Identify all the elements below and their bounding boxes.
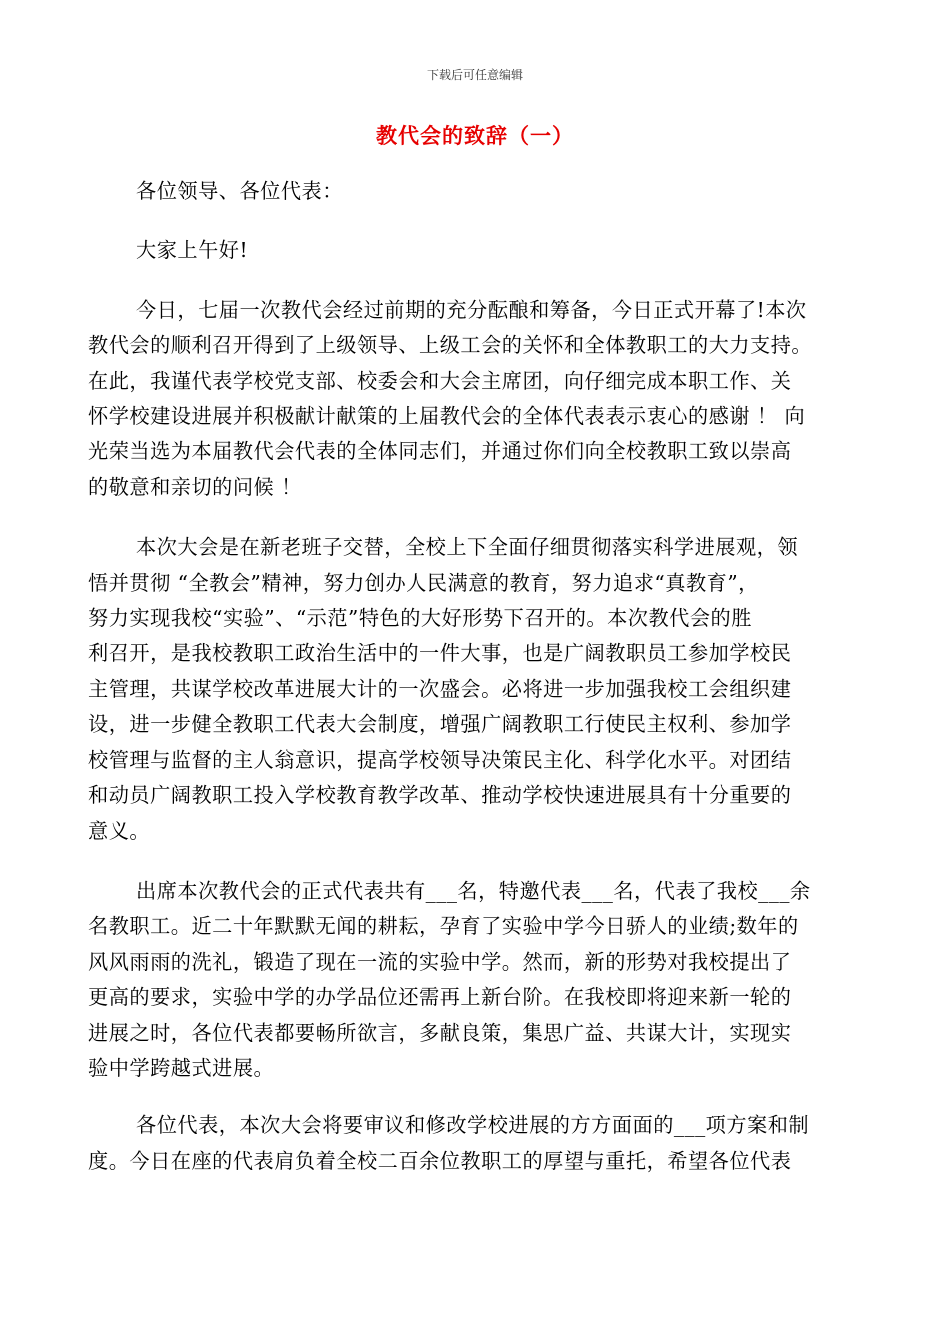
paragraph-line: 验中学跨越式进展。 <box>88 1055 275 1080</box>
document-body <box>88 174 863 1179</box>
paragraph-line: 光荣当选为本届教代会代表的全体同志们，并通过你们向全校教职工致以崇高 <box>88 439 792 464</box>
paragraph-line: 在此，我谨代表学校党支部、校委会和大会主席团，向仔细完成本职工作、关 <box>88 368 792 393</box>
paragraph-1 <box>88 293 863 505</box>
document-title: 教代会的致辞（一） <box>376 123 574 148</box>
paragraph-3 <box>88 874 863 1086</box>
paragraph-line: 设，进一步健全教职工代表大会制度，增强广阔教职工行使民主权利、参加学 <box>88 712 792 737</box>
paragraph-line: 意义。 <box>88 818 151 843</box>
paragraph-line: 和动员广阔教职工投入学校教育教学改革、推动学校快速进展具有十分重要的 <box>88 783 792 808</box>
paragraph-line: 出席本次教代会的正式代表共有___名，特邀代表___名，代表了我校___余 <box>136 878 811 903</box>
paragraph-line: 怀学校建设进展并积极献计献策的上届教代会的全体代表表示衷心的感谢 ！ 向 <box>88 404 806 429</box>
paragraph-line: 利召开，是我校教职工政治生活中的一件大事，也是广阔教职员工参加学校民 <box>88 641 792 666</box>
salutation: 各位领导、各位代表： <box>136 179 343 203</box>
paragraph-line: 度。今日在座的代表肩负着全校二百余位教职工的厚望与重托，希望各位代表 <box>88 1148 792 1173</box>
paragraph-line: 本次大会是在新老班子交替，全校上下全面仔细贯彻落实科学进展观，领 <box>136 535 799 560</box>
paragraph-line: 更高的要求，实验中学的办学品位还需再上新台阶。在我校即将迎来新一轮的 <box>88 985 792 1010</box>
paragraph-line: 悟并贯彻 “全教会”精神，努力创办人民满意的教育，努力追求“真教育”， <box>88 570 759 595</box>
greeting: 大家上午好! <box>136 238 249 263</box>
paragraph-2 <box>88 530 863 849</box>
header-note: 下载后可任意编辑 <box>426 68 523 82</box>
paragraph-line: 校管理与监督的主人翁意识，提高学校领导决策民主化、科学化水平。对团结 <box>88 747 792 772</box>
paragraph-4 <box>88 1108 863 1179</box>
paragraph-line: 教代会的顺利召开得到了上级领导、上级工会的关怀和全体教职工的大力支持。 <box>88 333 813 358</box>
paragraph-line: 名教职工。近二十年默默无闻的耕耘，孕育了实验中学今日骄人的业绩;数年的 <box>88 914 799 939</box>
paragraph-line: 主管理，共谋学校改革进展大计的一次盛会。必将进一步加强我校工会组织建 <box>88 676 792 701</box>
paragraph-line: 今日，七届一次教代会经过前期的充分酝酿和筹备，今日正式开幕了!本次 <box>136 297 807 322</box>
paragraph-line: 进展之时，各位代表都要畅所欲言，多献良策，集思广益、共谋大计，实现实 <box>88 1020 792 1045</box>
paragraph-line: 努力实现我校“实验”、“示范”特色的大好形势下召开的。本次教代会的胜 <box>88 606 752 631</box>
paragraph-line: 的敬意和亲切的问候 ！ <box>88 474 302 499</box>
paragraph-line: 各位代表，本次大会将要审议和修改学校进展的方方面面的___项方案和制 <box>136 1113 810 1138</box>
paragraph-line: 风风雨雨的洗礼，锻造了现在一流的实验中学。然而，新的形势对我校提出了 <box>88 949 792 974</box>
